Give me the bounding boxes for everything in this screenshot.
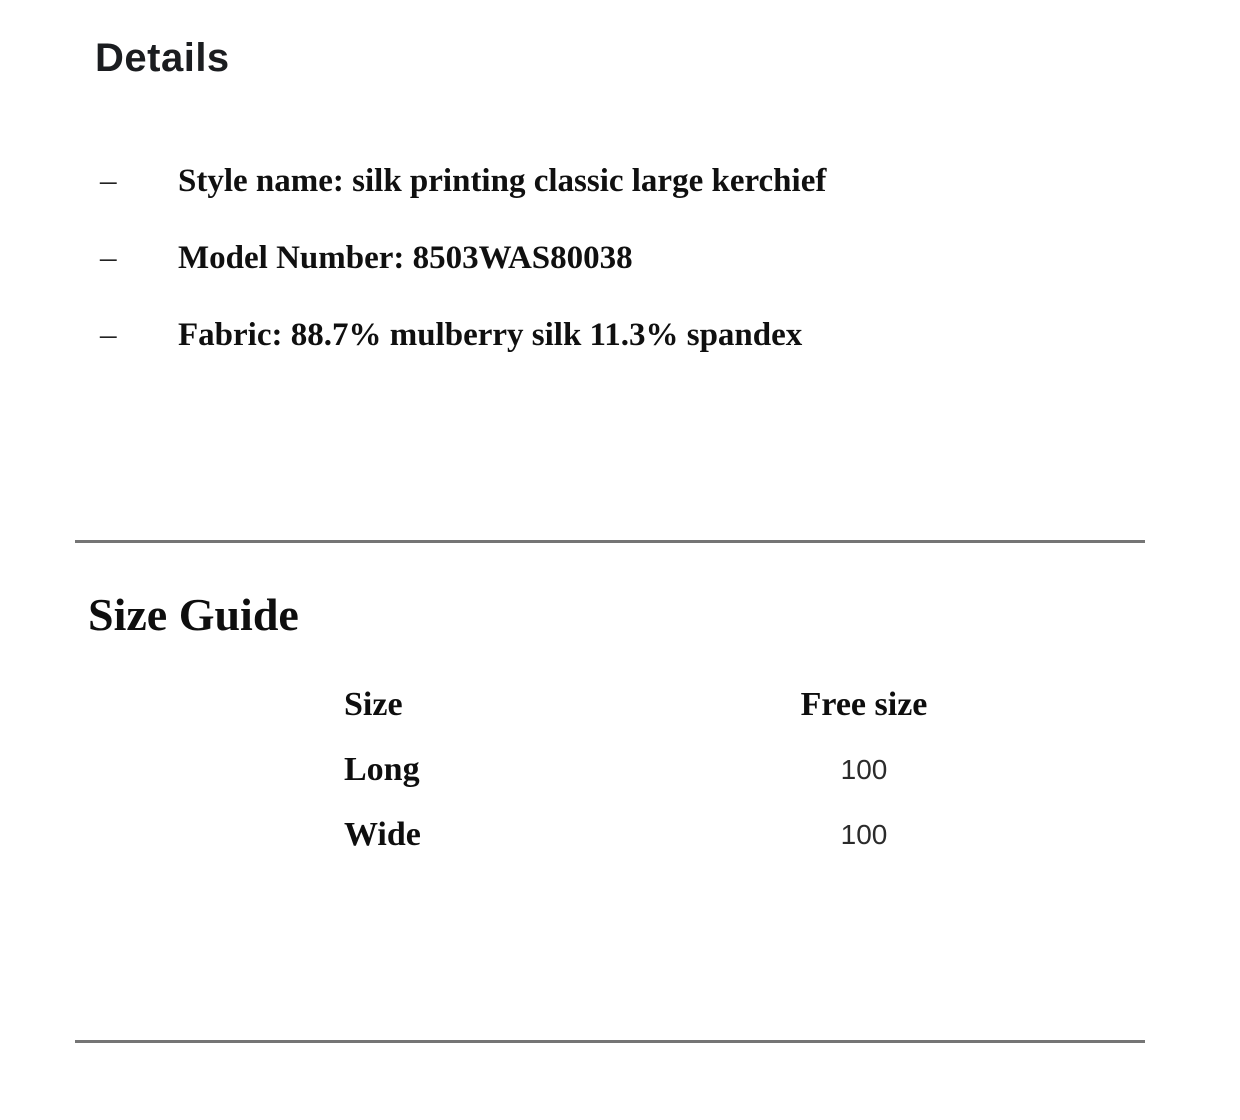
dash-bullet: – — [100, 317, 117, 353]
dash-bullet: – — [100, 240, 117, 276]
size-table-header-size: Size — [344, 685, 403, 723]
dash-bullet: – — [100, 163, 117, 199]
section-divider-bottom — [75, 1040, 1145, 1043]
details-list — [100, 161, 826, 392]
size-table-row-wide-value: 100 — [840, 818, 888, 850]
detail-item-model-number — [100, 238, 826, 278]
size-guide-table — [344, 672, 1034, 867]
detail-text-style-name: Style name: silk printing classic large kerchief — [178, 163, 827, 199]
details-heading: Details — [95, 36, 230, 80]
size-table-row-long-label: Long — [344, 750, 420, 788]
size-table-row-long-value: 100 — [840, 753, 888, 785]
detail-text-model-number: Model Number: 8503WAS80038 — [178, 240, 633, 276]
size-table-row-wide-label: Wide — [344, 815, 421, 853]
size-guide-heading: Size Guide — [88, 589, 299, 640]
section-divider-top — [75, 540, 1145, 543]
detail-item-style-name — [100, 161, 826, 201]
detail-item-fabric — [100, 315, 826, 355]
size-table-header-free-size: Free size — [800, 685, 928, 723]
detail-text-fabric: Fabric: 88.7% mulberry silk 11.3% spandex — [178, 317, 803, 353]
